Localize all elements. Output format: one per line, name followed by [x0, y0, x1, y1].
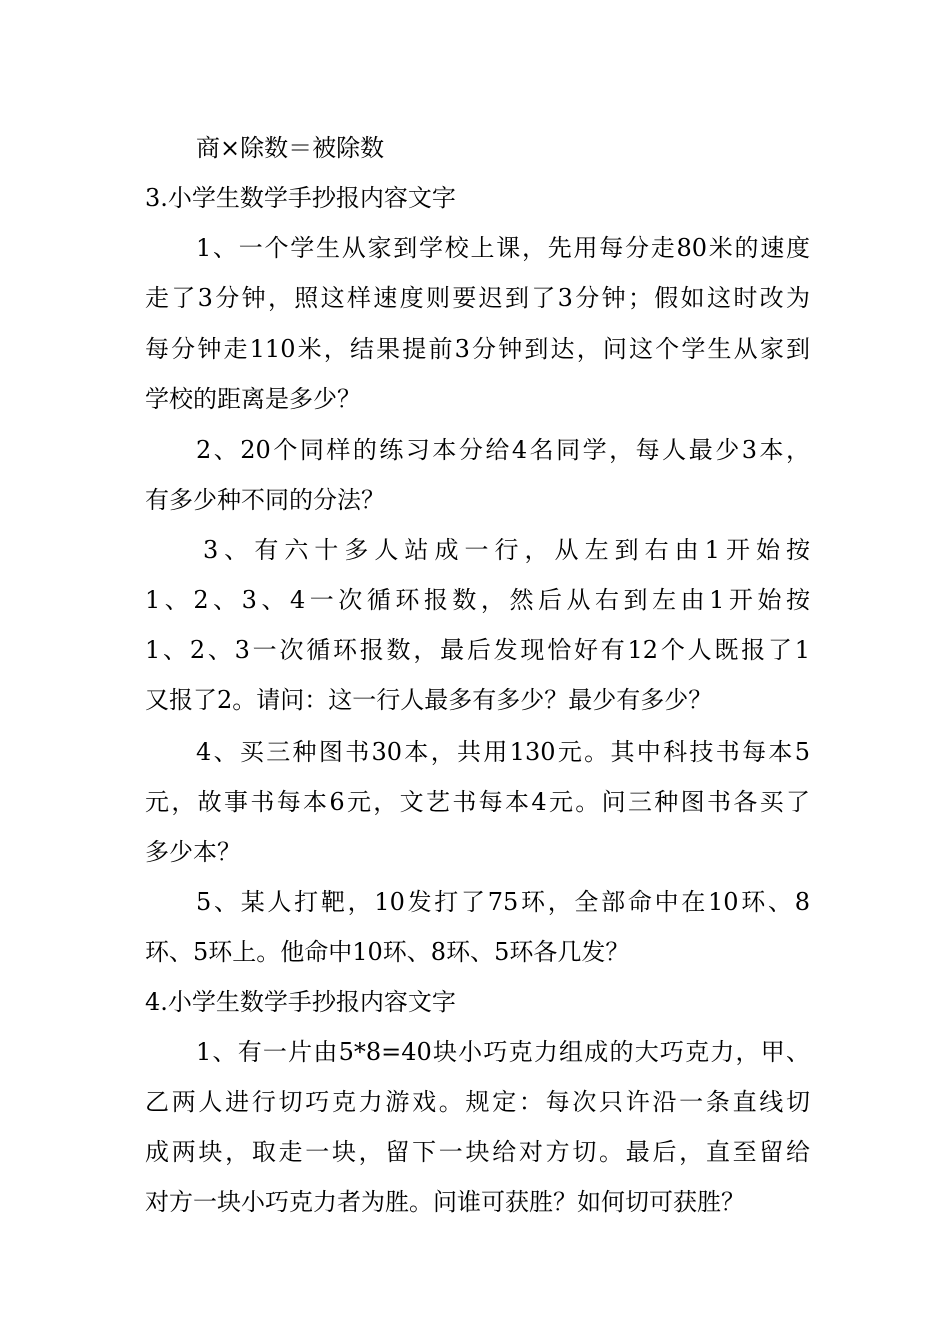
problem-4-line-1: 4、买三种图书30本，共用130元。其中科技书每本5 — [196, 738, 810, 766]
problem-4-line-2: 元，故事书每本6元，文艺书每本4元。问三种图书各买了 — [145, 788, 810, 816]
problem-6-line-1: 1、有一片由5*8=40块小巧克力组成的大巧克力，甲、 — [196, 1038, 810, 1066]
problem-2-line-1: 2、20个同样的练习本分给4名同学，每人最少3本， — [196, 436, 810, 464]
problem-3-line-4: 又报了2。请问：这一行人最多有多少？最少有多少？ — [145, 686, 713, 714]
problem-3-line-3: 1、2、3一次循环报数，最后发现恰好有12个人既报了1 — [145, 636, 810, 664]
section-heading-4: 4.小学生数学手抄报内容文字 — [145, 988, 456, 1016]
problem-1-line-1: 1、一个学生从家到学校上课，先用每分走80米的速度 — [196, 234, 810, 262]
problem-6-line-4: 对方一块小巧克力者为胜。问谁可获胜？如何切可获胜？ — [145, 1188, 745, 1216]
problem-4-line-3: 多少本？ — [145, 838, 241, 866]
problem-1-line-4: 学校的距离是多少？ — [145, 385, 361, 413]
problem-2-line-2: 有多少种不同的分法？ — [145, 486, 385, 514]
problem-5-line-2: 环、5环上。他命中10环、8环、5环各几发？ — [145, 938, 630, 966]
problem-1-line-2: 走了3分钟，照这样速度则要迟到了3分钟；假如这时改为 — [145, 284, 810, 312]
problem-3-line-1: 3、有六十多人站成一行，从左到右由1开始按 — [203, 536, 810, 564]
problem-6-line-3: 成两块，取走一块，留下一块给对方切。最后，直至留给 — [145, 1138, 810, 1166]
problem-3-line-2: 1、2、3、4一次循环报数，然后从右到左由1开始按 — [145, 586, 810, 614]
problem-6-line-2: 乙两人进行切巧克力游戏。规定：每次只许沿一条直线切 — [145, 1088, 810, 1116]
problem-5-line-1: 5、某人打靶，10发打了75环，全部命中在10环、8 — [196, 888, 810, 916]
problem-1-line-3: 每分钟走110米，结果提前3分钟到达，问这个学生从家到 — [145, 335, 810, 363]
formula-line: 商×除数＝被除数 — [196, 134, 385, 162]
section-heading-3: 3.小学生数学手抄报内容文字 — [145, 184, 456, 212]
